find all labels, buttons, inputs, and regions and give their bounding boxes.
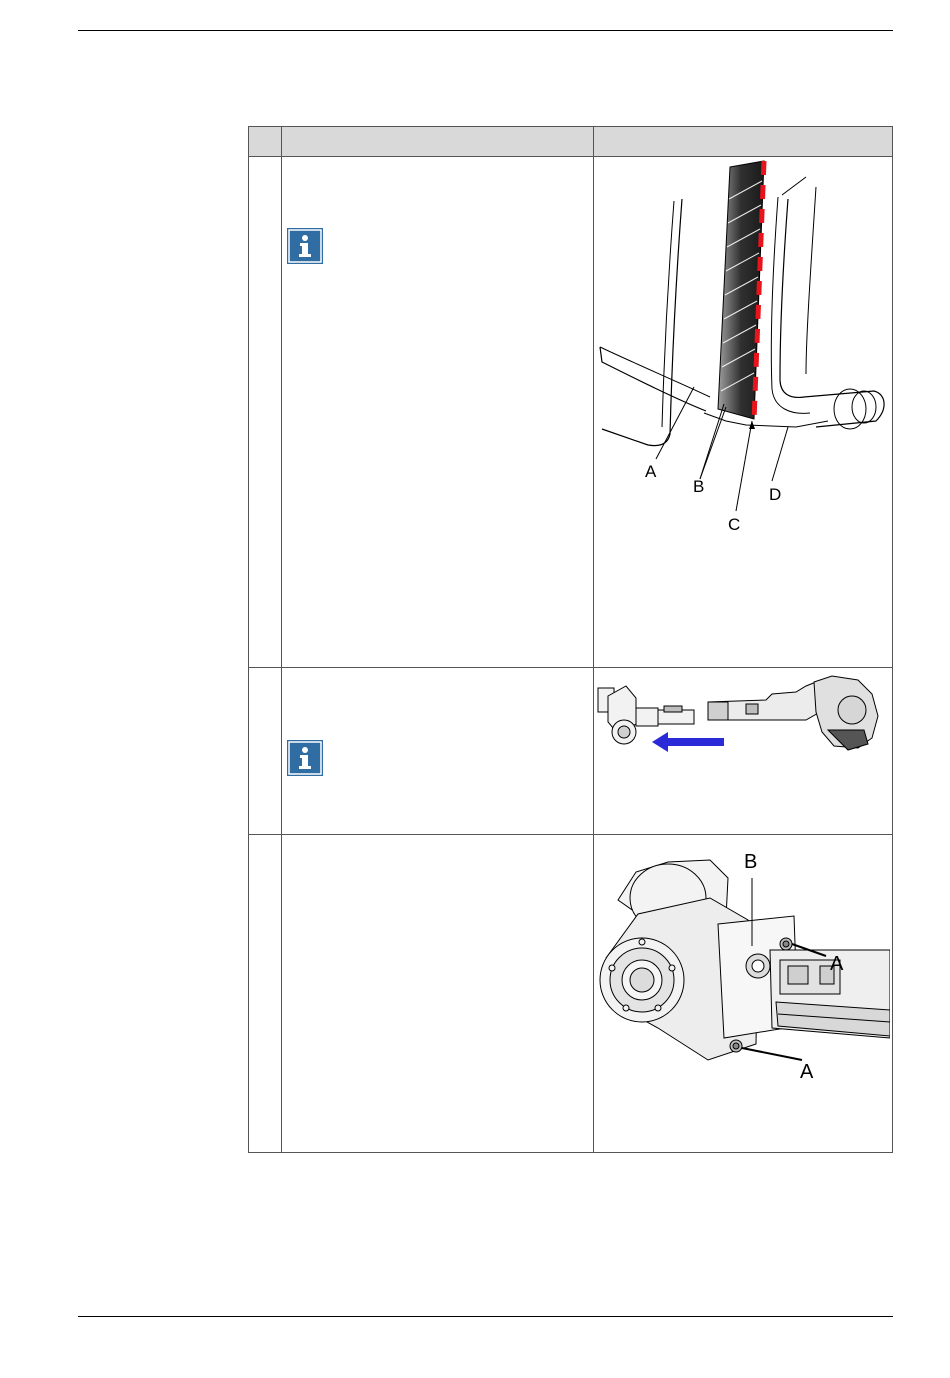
info-icon <box>287 740 323 776</box>
callout-a-upper: A <box>830 953 844 975</box>
cable-protection-figure <box>596 159 891 559</box>
callout-a: A <box>645 462 657 481</box>
arm-assembly-figure <box>596 672 890 764</box>
callout-b: B <box>693 477 705 496</box>
info-icon <box>287 228 323 264</box>
callout-b: B <box>744 851 758 873</box>
procedure-table <box>248 126 893 1153</box>
header-step-cell <box>248 126 281 156</box>
footer-rule <box>78 1316 893 1317</box>
callout-a-lower: A <box>800 1061 814 1078</box>
motor-screws-figure <box>598 838 890 1078</box>
row-divider <box>248 667 893 668</box>
header-action-cell <box>281 126 593 156</box>
callout-c: C <box>728 515 741 534</box>
callout-d: D <box>769 485 782 504</box>
column-divider <box>281 126 282 1153</box>
row-divider <box>248 834 893 835</box>
column-divider <box>593 126 594 1153</box>
header-illustration-cell <box>593 126 893 156</box>
header-rule <box>78 30 893 31</box>
row-divider <box>248 156 893 157</box>
